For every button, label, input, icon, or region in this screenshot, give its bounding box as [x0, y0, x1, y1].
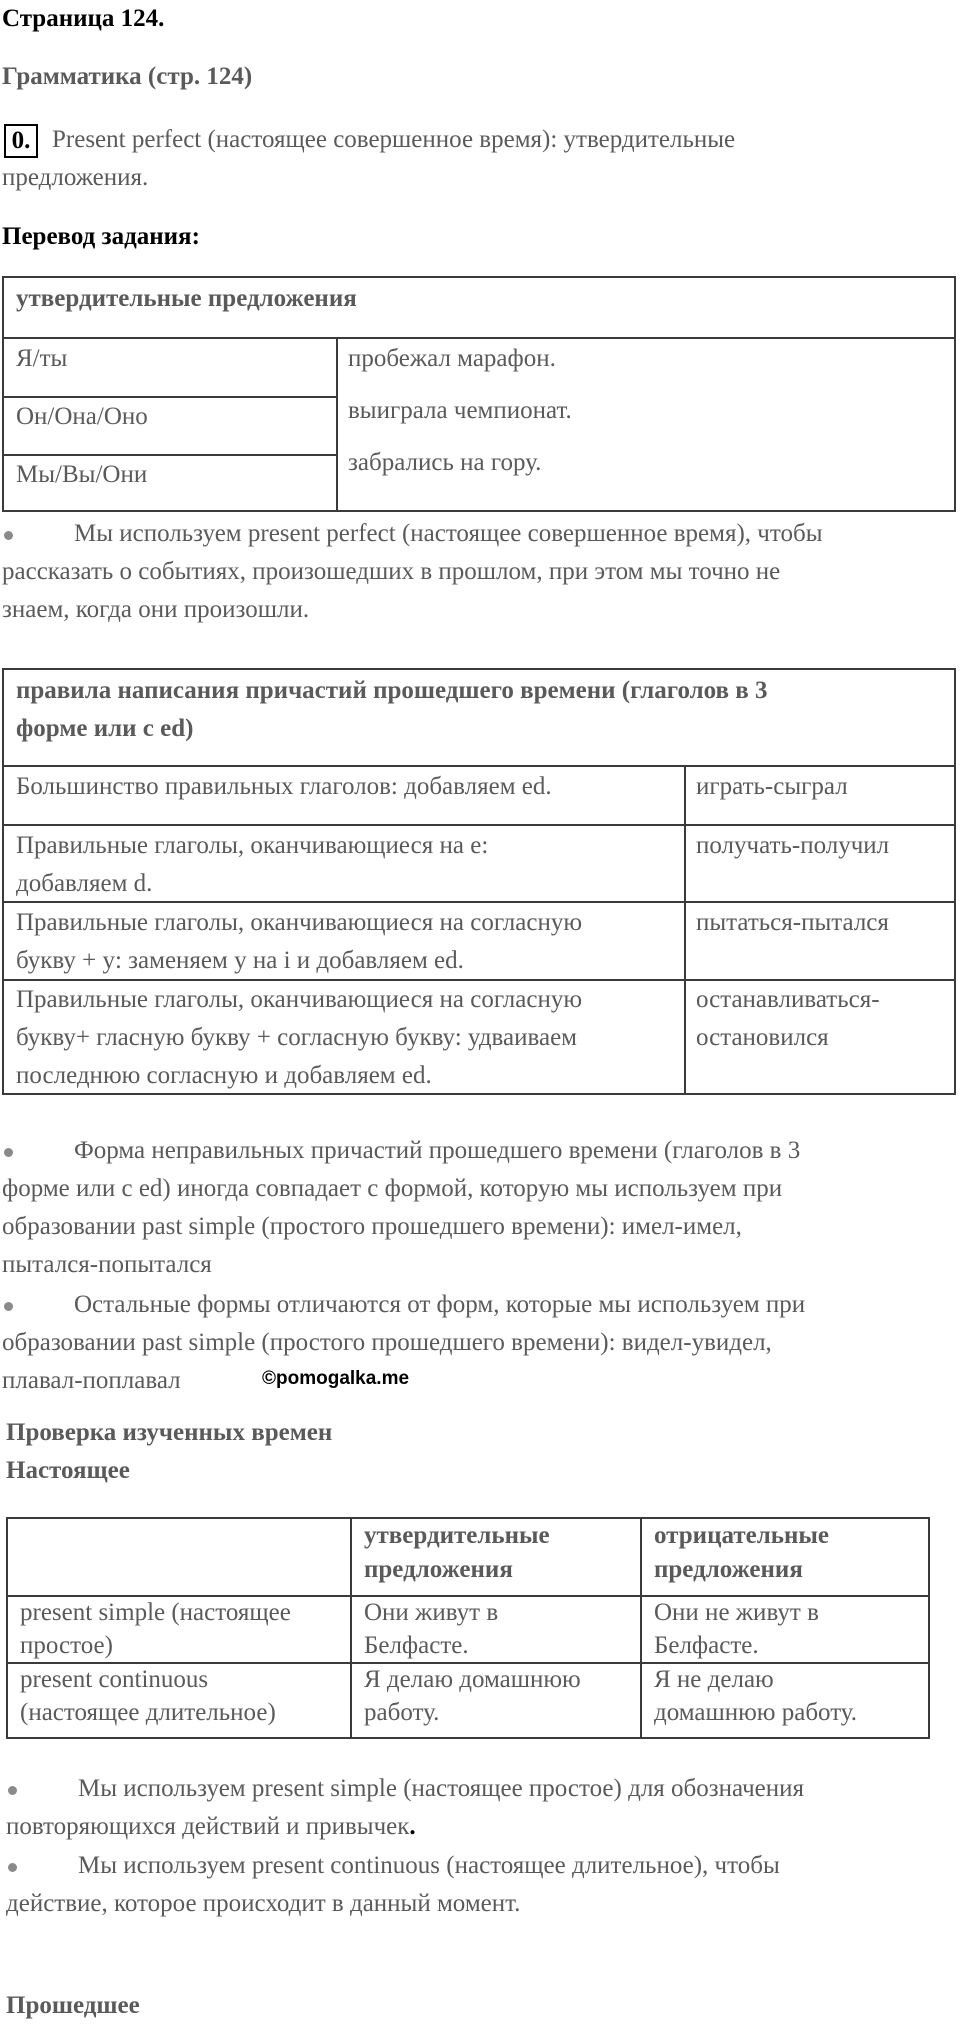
note1-line3: знаем, когда они произошли. [2, 596, 310, 623]
review-heading: Проверка изученных времен [6, 1419, 333, 1446]
bullet-icon [4, 531, 13, 540]
example-cell: играть-сыграл [696, 773, 848, 800]
note1-line1: Мы используем present perfect (настоящее совершенное время), чтобы [74, 520, 823, 547]
exercise-text-line2: предложения. [2, 164, 149, 191]
tense-cell: (настоящее длительное) [20, 1699, 276, 1726]
subject-cell: Я/ты [16, 345, 68, 372]
note2-line2: форме или с ed) иногда совпадает с формой, которую мы используем при [2, 1175, 783, 1202]
rule-cell: Правильные глаголы, оканчивающиеся на согласную [16, 986, 583, 1013]
note4-line2-text: повторяющихся действий и привычек [6, 1813, 410, 1840]
present-tenses-table [6, 1517, 930, 1739]
participle-table-header-line2: форме или с ed) [16, 715, 194, 742]
example-cell: работу. [364, 1699, 440, 1726]
rule-cell: Правильные глаголы, оканчивающиеся на согласную [16, 909, 583, 936]
bullet-icon [8, 1863, 17, 1872]
participle-table-header-line1: правила написания причастий прошедшего времени (глаголов в 3 [16, 677, 768, 704]
exercise-text-line1: Present perfect (настоящее совершенное время): утвердительные [52, 126, 736, 153]
example-cell: Белфасте. [364, 1632, 469, 1659]
rule-cell: букву + y: заменяем y на i и добавляем ed. [16, 947, 464, 974]
note5-line1: Мы используем present continuous (настоящее длительное), чтобы [78, 1852, 780, 1879]
tense-cell: present continuous [20, 1666, 209, 1693]
example-cell: пытаться-пытался [696, 909, 889, 936]
subject-cell: Он/Она/Оно [16, 403, 148, 430]
example-cell: Я делаю домашнюю [364, 1666, 581, 1693]
note4-line1: Мы используем present simple (настоящее простое) для обозначения [78, 1775, 805, 1802]
affirmative-table [2, 276, 956, 512]
column-header: отрицательные [654, 1522, 829, 1549]
note3-line2: образовании past simple (простого прошедшего времени): видел-увидел, [2, 1329, 772, 1356]
translation-heading: Перевод задания: [2, 223, 200, 250]
example-cell: Они живут в [364, 1599, 499, 1626]
bullet-icon [4, 1302, 13, 1311]
participle-rules-table [2, 668, 956, 1095]
note3-line1: Остальные формы отличаются от форм, которые мы используем при [74, 1291, 806, 1318]
column-header: предложения [364, 1556, 513, 1583]
bullet-icon [8, 1786, 17, 1795]
watermark: ©pomogalka.me [262, 1368, 410, 1389]
note5-line2: действие, которое происходит в данный момент. [6, 1890, 521, 1917]
example-cell: Белфасте. [654, 1632, 759, 1659]
note4-line2 [6, 1808, 416, 1846]
note4-period: . [409, 1813, 416, 1840]
subject-cell: Мы/Вы/Они [16, 461, 148, 488]
exercise-number-box: 0. [4, 124, 38, 158]
example-cell: получать-получил [696, 832, 890, 859]
rule-cell: последнюю согласную и добавляем ed. [16, 1062, 432, 1089]
rule-cell: добавляем d. [16, 870, 153, 897]
example-cell: Я не делаю [654, 1666, 774, 1693]
phrase-cell: пробежал марафон. [348, 345, 556, 372]
note2-line1: Форма неправильных причастий прошедшего времени (глаголов в 3 [74, 1137, 801, 1164]
column-header: предложения [654, 1556, 803, 1583]
tense-cell: простое) [20, 1632, 113, 1659]
example-cell: остановился [696, 1024, 829, 1051]
rule-cell: Правильные глаголы, оканчивающиеся на e: [16, 832, 489, 859]
past-heading: Прошедшее [6, 1992, 140, 2019]
tense-cell: present simple (настоящее [20, 1599, 291, 1626]
note2-line4: пытался-попытался [2, 1251, 212, 1278]
example-cell: Они не живут в [654, 1599, 819, 1626]
example-cell: домашнюю работу. [654, 1699, 858, 1726]
note1-line2: рассказать о событиях, произошедших в прошлом, при этом мы точно не [2, 558, 781, 585]
present-heading: Настоящее [6, 1457, 130, 1484]
phrase-cell: выиграла чемпионат. [348, 397, 572, 424]
affirmative-table-header: утвердительные предложения [16, 285, 357, 312]
note3-line3: плавал-поплавал [2, 1367, 181, 1394]
example-cell: останавливаться- [696, 986, 880, 1013]
phrase-cell: забрались на гору. [348, 449, 542, 476]
page-title: Страница 124. [2, 5, 165, 32]
rule-cell: Большинство правильных глаголов: добавляем ed. [16, 773, 552, 800]
section-title: Грамматика (стр. 124) [2, 63, 253, 90]
note2-line3: образовании past simple (простого прошедшего времени): имел-имел, [2, 1213, 742, 1240]
bullet-icon [4, 1148, 13, 1157]
column-header: утвердительные [364, 1522, 550, 1549]
rule-cell: букву+ гласную букву + согласную букву: удваиваем [16, 1024, 577, 1051]
